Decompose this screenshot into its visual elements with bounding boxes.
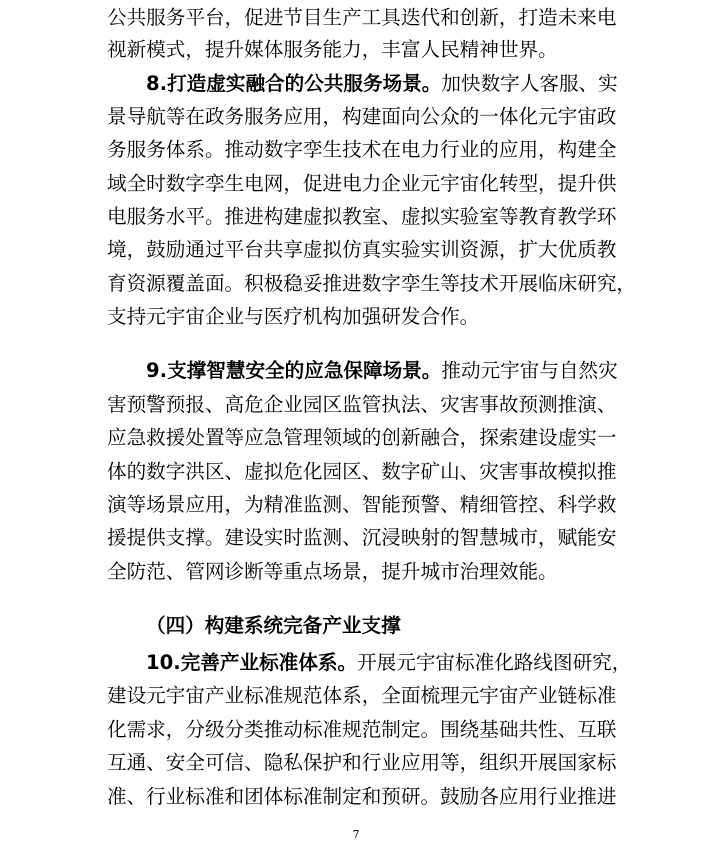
item-8-first-line [146, 68, 618, 100]
paragraph-line: 电服务水平。推进构建虚拟教室、虚拟实验室等教育教学环 [107, 205, 617, 228]
paragraph-line: 体的数字洪区、虚拟危化园区、数字矿山、灾害事故模拟推 [107, 460, 617, 483]
paragraph-line: 化需求，分级分类推动标准规范制定。围绕基础共性、互联 [107, 718, 617, 741]
paragraph-line: 视新模式，提升媒体服务能力，丰富人民精神世界。 [107, 38, 558, 61]
paragraph-line: 公共服务平台，促进节目生产工具迭代和创新，打造未来电 [107, 6, 617, 29]
paragraph-line: 全防范、管网诊断等重点场景，提升城市治理效能。 [107, 560, 558, 583]
paragraph-line: 害预警预报、高危企业园区监管执法、灾害事故预测推演、 [107, 393, 617, 416]
paragraph-line: 支持元宇宙企业与医疗机构加强研发合作。 [107, 305, 480, 328]
paragraph-line: 应急救援处置等应急管理领域的创新融合，探索建设虚实一 [107, 426, 617, 449]
paragraph-line: 域全时数字孪生电网，促进电力企业元宇宙化转型，提升供 [107, 172, 617, 195]
page-number: 7 [352, 828, 360, 841]
item-8-text: 加快数字人客服、实 [441, 72, 618, 95]
paragraph-line: 育资源覆盖面。积极稳妥推进数字孪生等技术开展临床研究， [107, 272, 637, 295]
item-9-first-line [146, 355, 618, 387]
paragraph-line: 建设元宇宙产业标准规范体系，全面梳理元宇宙产业链标准 [107, 684, 617, 707]
paragraph-line: 演等场景应用，为精准监测、智能预警、精细管控、科学救 [107, 493, 617, 516]
paragraph-line: 务服务体系。推动数字孪生技术在电力行业的应用，构建全 [107, 138, 617, 161]
item-10-text: 开展元宇宙标准化路线图研究， [357, 651, 632, 674]
paragraph-line: 境，鼓励通过平台共享虚拟仿真实验实训资源，扩大优质教 [107, 238, 617, 261]
item-10-title: 10.完善产业标准体系。 [146, 651, 358, 674]
paragraph-line: 互通、安全可信、隐私保护和行业应用等，组织开展国家标 [107, 751, 617, 774]
item-9-title: 9.支撑智慧安全的应急保障场景。 [146, 359, 442, 382]
item-8-title: 8.打造虚实融合的公共服务场景。 [146, 72, 442, 95]
paragraph-line: 准、行业标准和团体标准制定和预研。鼓励各应用行业推进 [107, 785, 617, 808]
paragraph-line: 景导航等在政务服务应用，构建面向公众的一体化元宇宙政 [107, 105, 617, 128]
item-10-first-line [146, 647, 632, 679]
section-heading: （四）构建系统完备产业支撑 [146, 614, 401, 637]
paragraph-line: 援提供支撑。建设实时监测、沉浸映射的智慧城市，赋能安 [107, 526, 617, 549]
item-9-text: 推动元宇宙与自然灾 [441, 359, 618, 382]
